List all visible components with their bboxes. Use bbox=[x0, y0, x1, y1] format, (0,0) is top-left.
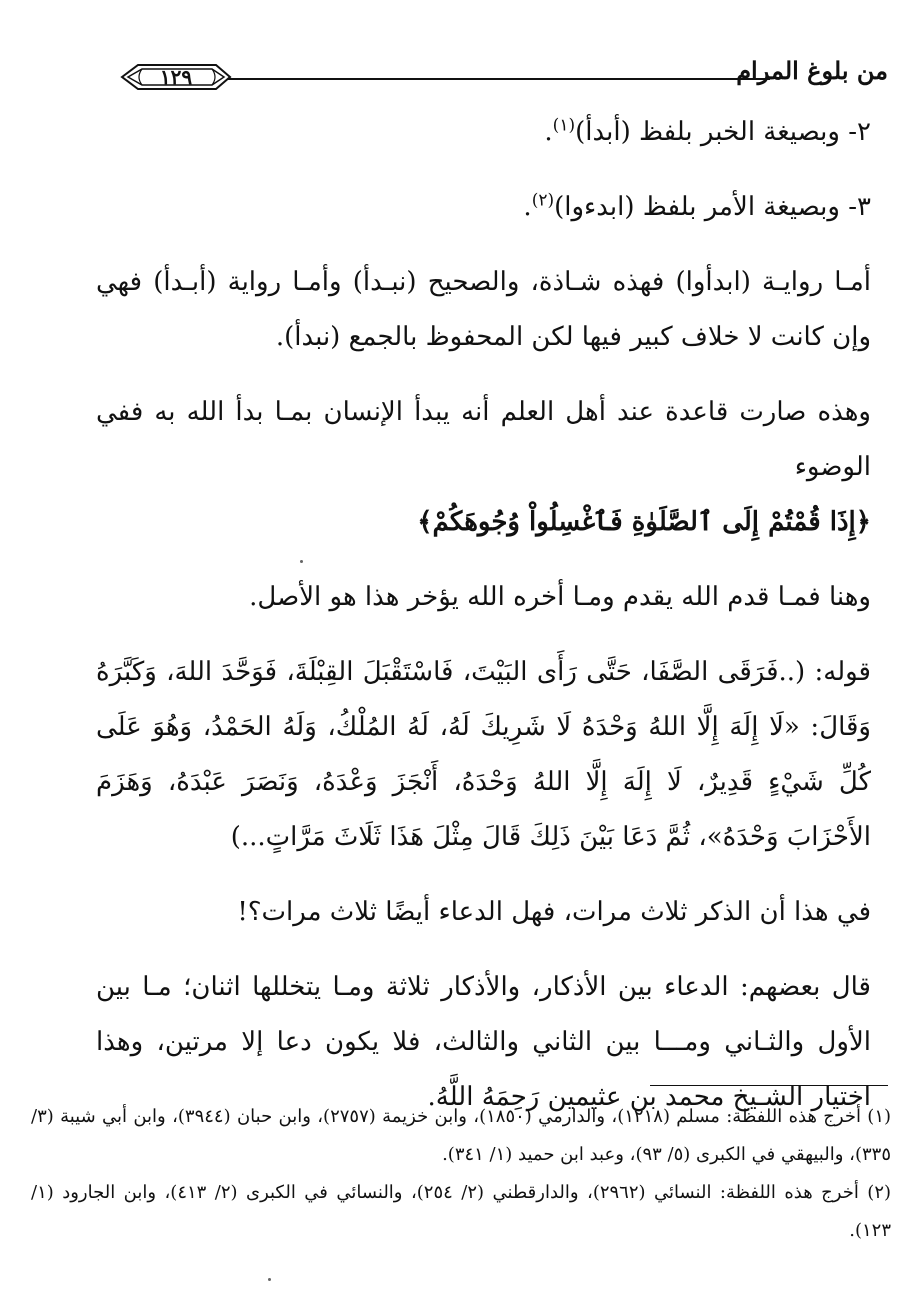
paragraph-question: في هذا أن الذكر ثلاث مرات، فهل الدعاء أيضًا ثلاث مرات؟! bbox=[237, 897, 871, 927]
header-rule bbox=[228, 78, 770, 80]
page-number-ornament bbox=[120, 60, 232, 94]
footnotes bbox=[31, 1098, 891, 1250]
paragraph-narrations: أمـا روايـة (ابدأوا) فهذه شـاذة، والصحيح (نبـدأ) وأمـا رواية (أبـدأ) فهي وإن كانت لا خلاف كبير فيها لكن المحفوظ بالجمع (نبدأ). bbox=[96, 267, 871, 352]
paragraph-opinion: قال بعضهم: الدعاء بين الأذكار، والأذكار ثلاثة ومـا يتخللها اثنان؛ مـا بين الأول والثـاني ومـــا بين الثاني والثالث، فلا يكون دعا إلا مرتين، وهذا اختيار الشـيخ محمد بن عثيمين رَحِمَهُ اللَّهُ. bbox=[96, 972, 871, 1112]
paragraph-hadith: قوله: (..فَرَقَى الصَّفَا، حَتَّى رَأَى البَيْتَ، فَاسْتَقْبَلَ القِبْلَةَ، فَوَحَّدَ اللهَ، وَكَبَّرَهُ وَقَالَ: «لَا إِلَهَ إِلَّا اللهُ وَحْدَهُ لَا شَرِيكَ لَهُ، لَهُ المُلْكُ، وَلَهُ الحَمْدُ، وَهُوَ عَلَى كُلِّ شَيْءٍ قَدِيرٌ، لَا إِلَهَ إِلَّا اللهُ وَحْدَهُ، أَنْجَزَ وَعْدَهُ، وَنَصَرَ عَبْدَهُ، وَهَزَمَ الأَحْزَابَ وَحْدَهُ»، ثُمَّ دَعَا بَيْنَ ذَلِكَ قَالَ مِثْلَ هَذَا ثَلَاثَ مَرَّاتٍ...) bbox=[96, 657, 871, 852]
footnote-ref-2: (٢) bbox=[531, 190, 555, 211]
main-text bbox=[96, 105, 871, 1145]
list-item-2: ٢- وبصيغة الخبر بلفظ (أبدأ)$^{(١)}$. bbox=[544, 115, 871, 147]
scan-speck bbox=[300, 560, 303, 563]
quran-verse: ﴿إِذَا قُمْتُمْ إِلَى ٱلصَّلَوٰةِ فَٱغْسِلُواْ وُجُوهَكُمْ﴾ bbox=[417, 507, 871, 537]
list-item-3-text: ٣- وبصيغة الأمر بلفظ (ابدءوا) bbox=[554, 192, 871, 222]
footnote-separator bbox=[650, 1085, 888, 1086]
book-title: من بلوغ المرام bbox=[736, 56, 888, 85]
scan-speck bbox=[268, 1278, 271, 1281]
paragraph-principle: وهنا فمـا قدم الله يقدم ومـا أخره الله يؤخر هذا هو الأصل. bbox=[249, 582, 871, 612]
footnote-1: (١) أخرج هذه اللفظة: مسلم (١٢١٨)، والدارمي (١٨٥٠)، وابن خزيمة (٢٧٥٧)، وابن حبان (٣٩٤٤)، وابن أبي شيبة (٣/ ٣٣٥)، والبيهقي في الكبرى (٥/ ٩٣)، وعبد ابن حميد (١/ ٣٤١). bbox=[31, 1106, 892, 1165]
footnote-ref-1: (١) bbox=[552, 115, 576, 136]
list-item-2-text: ٢- وبصيغة الخبر بلفظ (أبدأ) bbox=[575, 117, 871, 147]
running-header bbox=[120, 52, 888, 96]
footnote-2: (٢) أخرج هذه اللفظة: النسائي (٢٩٦٢)، والدارقطني (٢/ ٢٥٤)، والنسائي في الكبرى (٢/ ٤١٣)، وابن الجارود (١/ ١٢٣). bbox=[31, 1182, 892, 1241]
list-item-3: ٣- وبصيغة الأمر بلفظ (ابدءوا)$^{(٢)}$. bbox=[523, 190, 871, 222]
paragraph-rule: وهذه صارت قاعدة عند أهل العلم أنه يبدأ الإنسان بمـا بدأ الله به ففي الوضوء bbox=[96, 397, 871, 482]
page-number: ١٢٩ bbox=[159, 65, 193, 89]
